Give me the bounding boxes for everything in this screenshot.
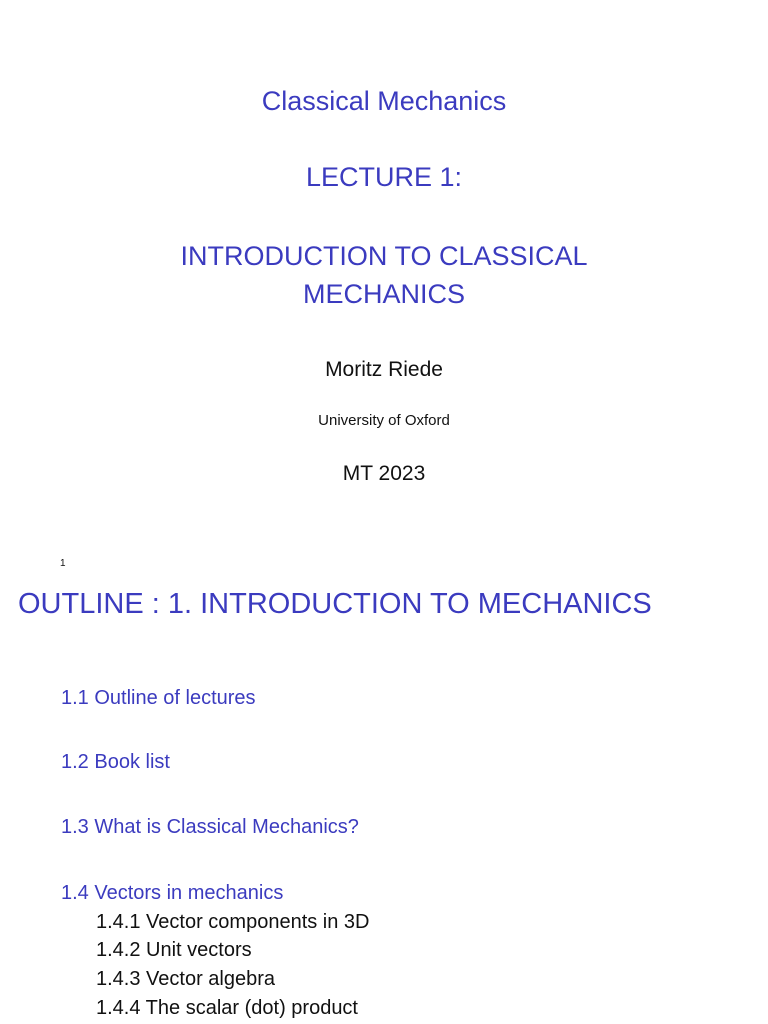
term: MT 2023 [342,462,426,485]
outline-subsection: 1.4.2 Unit vectors [96,939,252,961]
lecture-topic-line2: MECHANICS [302,279,465,309]
lecture-label: LECTURE 1: [305,162,463,192]
lecture-topic-line1: INTRODUCTION TO CLASSICAL [180,241,588,271]
course-title: Classical Mechanics [261,86,507,116]
outline-section: 1.3 What is Classical Mechanics? [61,816,359,838]
outline-title: OUTLINE : 1. INTRODUCTION TO MECHANICS [18,588,652,620]
outline-subsection: 1.4.4 The scalar (dot) product [96,997,358,1019]
page-number: 1 [60,558,66,569]
outline-section: 1.4 Vectors in mechanics [61,882,284,904]
author-name: Moritz Riede [325,358,443,381]
outline-slide [0,580,768,1024]
outline-section: 1.2 Book list [61,751,170,773]
lecture-topic [0,237,768,313]
outline-subsection: 1.4.3 Vector algebra [96,968,276,990]
outline-subsection: 1.4.1 Vector components in 3D [96,911,370,933]
outline-section: 1.1 Outline of lectures [61,687,256,709]
institution: University of Oxford [318,412,450,429]
